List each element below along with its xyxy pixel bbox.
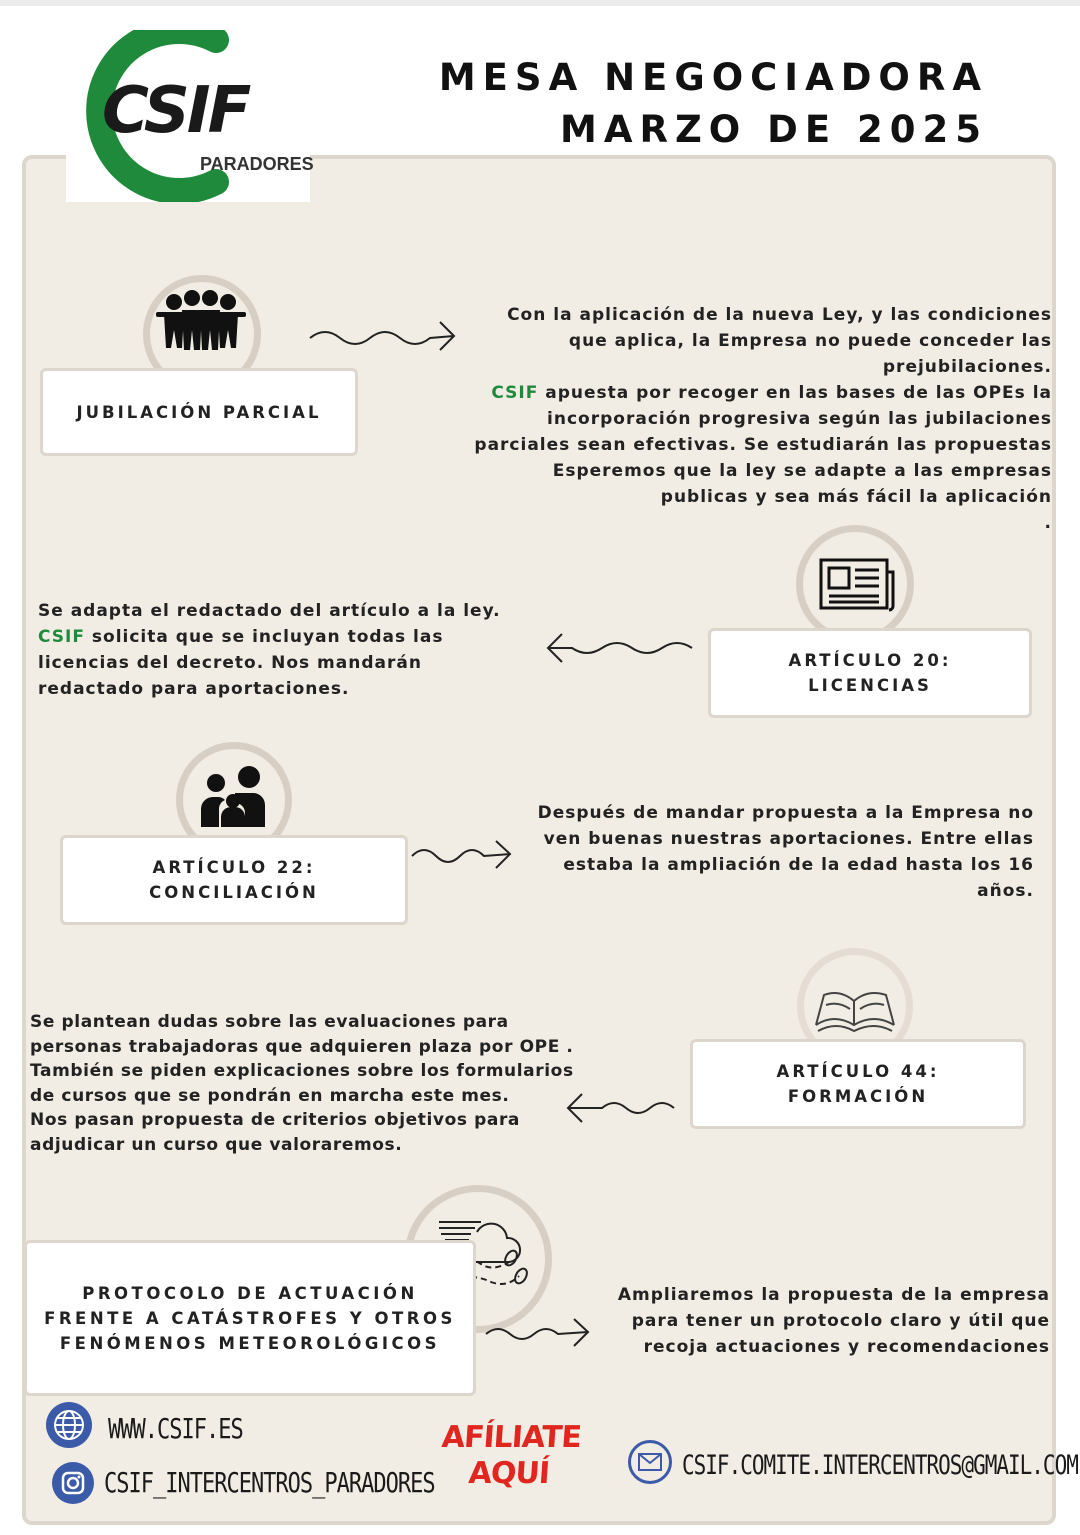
logo-text: CSIF — [102, 74, 249, 148]
text-line: que aplica, la Empresa no puede conceder las — [568, 331, 1052, 351]
text-line: años. — [977, 881, 1034, 901]
globe-icon — [46, 1402, 92, 1448]
label-line: ARTÍCULO 22: — [152, 858, 316, 877]
instagram-link[interactable]: CSIF_INTERCENTROS_PARADORES — [104, 1468, 435, 1500]
newspaper-icon — [796, 525, 914, 643]
csif-logo — [66, 30, 314, 202]
text-line: . — [1044, 513, 1052, 533]
label-line: FORMACIÓN — [787, 1087, 929, 1106]
section-text-articulo-22 — [514, 800, 1034, 904]
arrow-left-icon — [544, 630, 694, 666]
afiliate-button[interactable] — [437, 1420, 582, 1492]
section-label-articulo-20 — [708, 628, 1032, 718]
text-line: estaba la ampliación de la edad hasta los 16 — [563, 855, 1034, 875]
label-line: LICENCIAS — [808, 676, 932, 695]
text-line: redactado para aportaciones. — [38, 679, 350, 699]
section-text-articulo-44 — [30, 1010, 620, 1158]
email-icon — [628, 1440, 672, 1484]
text-line: ven buenas nuestras aportaciones. Entre ellas — [543, 829, 1034, 849]
text-line: recoja actuaciones y recomendaciones — [643, 1337, 1050, 1357]
label-line: FENÓMENOS METEOROLÓGICOS — [59, 1333, 441, 1353]
cta-line-2: AQUÍ — [467, 1456, 551, 1491]
page-title — [439, 52, 988, 156]
text-line: Se adapta el redactado del artículo a la ley. — [38, 601, 501, 621]
section-label-articulo-44 — [690, 1039, 1026, 1129]
text-line — [38, 624, 538, 650]
email-link[interactable]: CSIF.COMITE.INTERCENTROS@GMAIL.COM — [682, 1450, 1078, 1480]
csif-highlight: CSIF — [491, 383, 539, 403]
logo-subtext: PARADORES — [200, 154, 314, 174]
label-line: JUBILACIÓN PARCIAL — [76, 402, 322, 422]
title-line-1: MESA NEGOCIADORA — [438, 56, 988, 99]
text-line: También se piden explicaciones sobre los formularios — [30, 1061, 574, 1082]
section-label-jubilacion — [40, 368, 358, 456]
section-label-articulo-22 — [60, 835, 408, 925]
instagram-icon — [52, 1462, 94, 1504]
arrow-right-icon — [410, 838, 514, 872]
text-line: Después de mandar propuesta a la Empresa no — [537, 803, 1034, 823]
text-line: Con la aplicación de la nueva Ley, y las condiciones — [507, 305, 1052, 325]
title-line-2: MARZO DE 2025 — [560, 108, 988, 151]
arrow-right-icon — [308, 318, 458, 354]
text-line: para tener un protocolo claro y útil que — [631, 1311, 1050, 1331]
section-text-protocolo — [590, 1282, 1050, 1360]
cta-line-1: AFÍLIATE — [440, 1420, 583, 1455]
section-text-jubilacion — [452, 302, 1052, 536]
text-line: Ampliaremos la propuesta de la empresa — [617, 1285, 1050, 1305]
label-line: FRENTE A CATÁSTROFES Y OTROS — [44, 1308, 456, 1328]
text-line: licencias del decreto. Nos mandarán — [38, 653, 422, 673]
text-fragment: solicita que se incluyan todas las — [84, 627, 444, 647]
label-line: ARTÍCULO 44: — [776, 1062, 940, 1081]
label-line: ARTÍCULO 20: — [788, 651, 952, 670]
label-line: PROTOCOLO DE ACTUACIÓN — [82, 1283, 418, 1303]
text-line: prejubilaciones. — [882, 357, 1052, 377]
text-line: Esperemos que la ley se adapte a las empresas — [552, 461, 1052, 481]
text-fragment: apuesta por recoger en las bases de las OPEs la — [538, 383, 1052, 403]
text-line: adjudicar un curso que valoraremos. — [30, 1134, 403, 1155]
text-line: incorporación progresiva según las jubilaciones — [547, 409, 1052, 429]
text-line: publicas y sea más fácil la aplicación — [660, 487, 1052, 507]
text-line: personas trabajadoras que adquieren plaza por OPE . — [30, 1036, 574, 1057]
arrow-right-icon — [484, 1316, 592, 1350]
label-line: CONCILIACIÓN — [149, 883, 319, 902]
text-line: de cursos que se pondrán en marcha este mes. — [30, 1085, 510, 1106]
website-link[interactable]: WWW.CSIF.ES — [108, 1414, 243, 1446]
csif-highlight: CSIF — [38, 627, 85, 647]
text-line: parciales sean efectivas. Se estudiarán las propuestas — [474, 435, 1052, 455]
text-line: Nos pasan propuesta de criterios objetivos para — [30, 1110, 521, 1131]
section-text-articulo-20 — [38, 598, 538, 702]
text-line — [452, 380, 1052, 406]
section-label-protocolo — [24, 1240, 476, 1396]
top-strip — [0, 0, 1080, 6]
text-line: Se plantean dudas sobre las evaluaciones para — [30, 1012, 509, 1032]
